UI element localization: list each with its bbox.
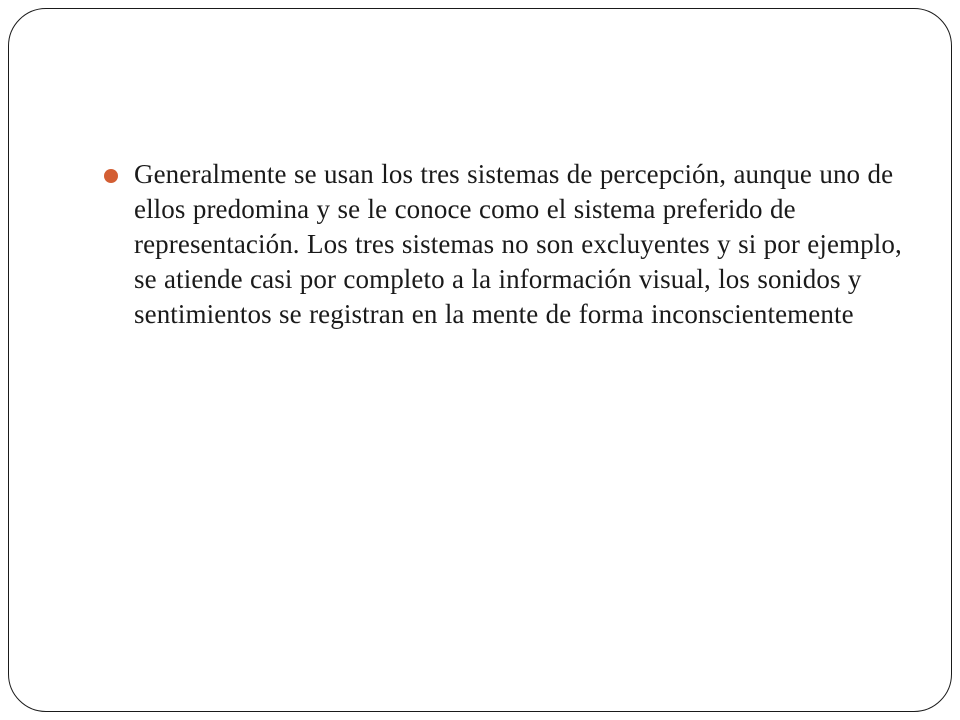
slide-body [104,157,916,332]
slide-frame [8,8,952,712]
bullet-dot-icon [104,169,118,183]
bullet-text: Generalmente se usan los tres sistemas de percepción, aunque uno de ellos predomina y se le conoce como el sistema preferido de representación. Los tres sistemas no son excluyentes y si por ejemplo, se atiende casi por completo a la información visual, los sonidos y sentimientos se registran en la mente de forma inconscientemente [134,159,902,329]
bullet-item [104,157,916,332]
